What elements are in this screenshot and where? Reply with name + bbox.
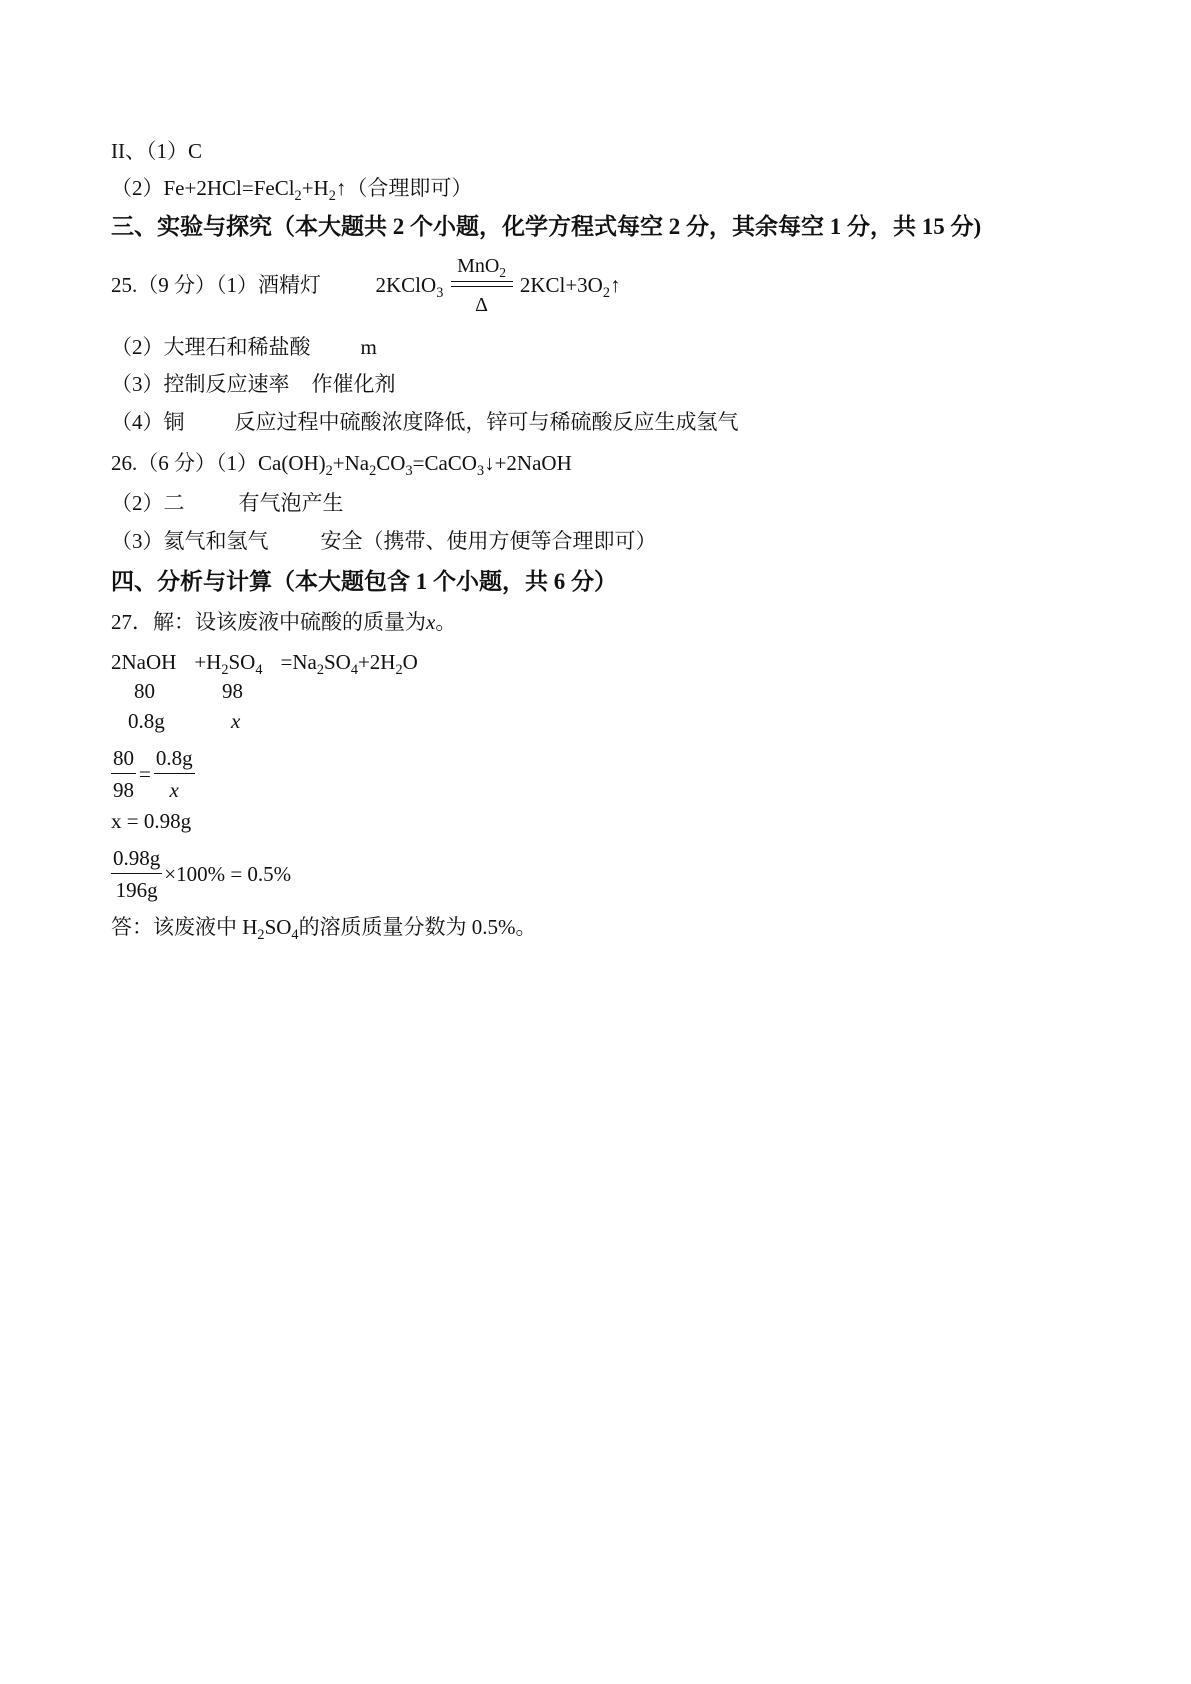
fraction-098-196: $\frac{0.98g}{196g}$ (113, 846, 161, 902)
q25-p3-answer: 作催化剂 (311, 372, 396, 396)
eq-h2o: +2H (357, 650, 396, 674)
var-x: x (426, 610, 436, 634)
eq-so4b: SO (323, 650, 351, 674)
q25-part4 (111, 412, 739, 433)
heat-symbol: Δ (475, 294, 489, 316)
percentage-calc (111, 848, 291, 901)
ii2-prefix: （2）Fe+2HCl=FeCl (111, 176, 295, 200)
q25-p3-label: （3）控制反应速率 (111, 372, 290, 396)
q25-p2-label: （2）大理石和稀盐酸 (111, 335, 311, 359)
sub-2: 2 (294, 188, 302, 205)
q26-prefix: 26.（6 分）（1） (111, 451, 258, 475)
double-bar (451, 281, 513, 287)
eq-h: +H (194, 650, 222, 674)
q25-part2 (111, 337, 377, 358)
equals-sign: = (139, 762, 151, 786)
reactant-kclo3: 2KClO$_3$ (375, 273, 444, 302)
q26-equation: $Ca(OH)_2+Na_2CO_3=CaCO_3↓+2NaOH$ (258, 451, 572, 480)
eq-so4: SO (228, 650, 256, 674)
q26-p3-label: （3）氦气和氢气 (111, 529, 269, 553)
fraction-80-98: $\frac{80}{98}$ (113, 746, 134, 802)
molar-mass-h2so4: 98 (222, 679, 243, 703)
q25-prefix: 25.（9 分）（1）酒精灯 (111, 273, 321, 297)
q25-p4-answer: 反应过程中硫酸浓度降低，锌可与稀硫酸反应生成氢气 (234, 410, 739, 434)
eq-na: =Na (280, 650, 317, 674)
sub-2b: 2 (328, 188, 336, 205)
q25-p4-label: （4）铜 (111, 410, 185, 434)
catalyst-mno2: MnO$_2$ (457, 255, 507, 280)
q26-part3 (111, 531, 657, 552)
q27-equation: 2NaOH $+H_2SO_4 =Na_2SO_4+2H_2O$ (111, 650, 418, 679)
answer-so4: SO (264, 915, 292, 939)
period: 。 (435, 610, 457, 634)
answer-ii-2 (111, 176, 473, 205)
ii2-mid: +H (301, 176, 329, 200)
molar-mass-naoh: 80 (134, 679, 155, 703)
q27-intro (111, 612, 456, 633)
ii2-suffix: ↑（合理即可） (335, 176, 473, 200)
q26-p2-label: （2）二 (111, 491, 185, 515)
given-mass-naoh: 0.8g (128, 709, 165, 733)
x-result: x = 0.98g (111, 809, 192, 833)
answer-ii-1: II、（1）C (111, 139, 202, 163)
fraction-08-x: $\frac{0.8g}{x}$ (155, 746, 193, 802)
proportion (111, 748, 195, 801)
q27-intro-text: 27．解：设该废液中硫酸的质量为 (111, 610, 426, 634)
q26-part1 (111, 451, 572, 480)
eq-o: O (402, 650, 418, 674)
q26-part2 (111, 493, 344, 514)
product-kcl-o2: $2KCl+3O_2↑$ (519, 273, 621, 302)
answer-prefix: 答：该废液中 H (111, 915, 258, 939)
q25-p2-answer: m (360, 335, 377, 359)
section4-heading: 四、分析与计算（本大题包含 1 个小题，共 6 分） (111, 569, 617, 594)
q25-part1 (111, 256, 620, 315)
q26-p2-answer: 有气泡产生 (238, 491, 344, 515)
percentage-tail: ×100% = 0.5% (164, 862, 292, 886)
reaction-condition (451, 256, 513, 315)
section3-heading: 三、实验与探究（本大题共 2 个小题，化学方程式每空 2 分，其余每空 1 分，共 15 分) (111, 214, 982, 239)
answer-suffix: 的溶质质量分数为 0.5%。 (298, 915, 537, 939)
eq-naoh: 2NaOH (111, 650, 177, 674)
q25-part3 (111, 374, 396, 395)
unknown-x: x (231, 709, 241, 733)
final-answer: 答：该废液中 $H_2SO_4$的溶质质量分数为 0.5%。 (111, 915, 537, 944)
q26-p3-answer: 安全（携带、使用方便等合理即可） (320, 529, 657, 553)
